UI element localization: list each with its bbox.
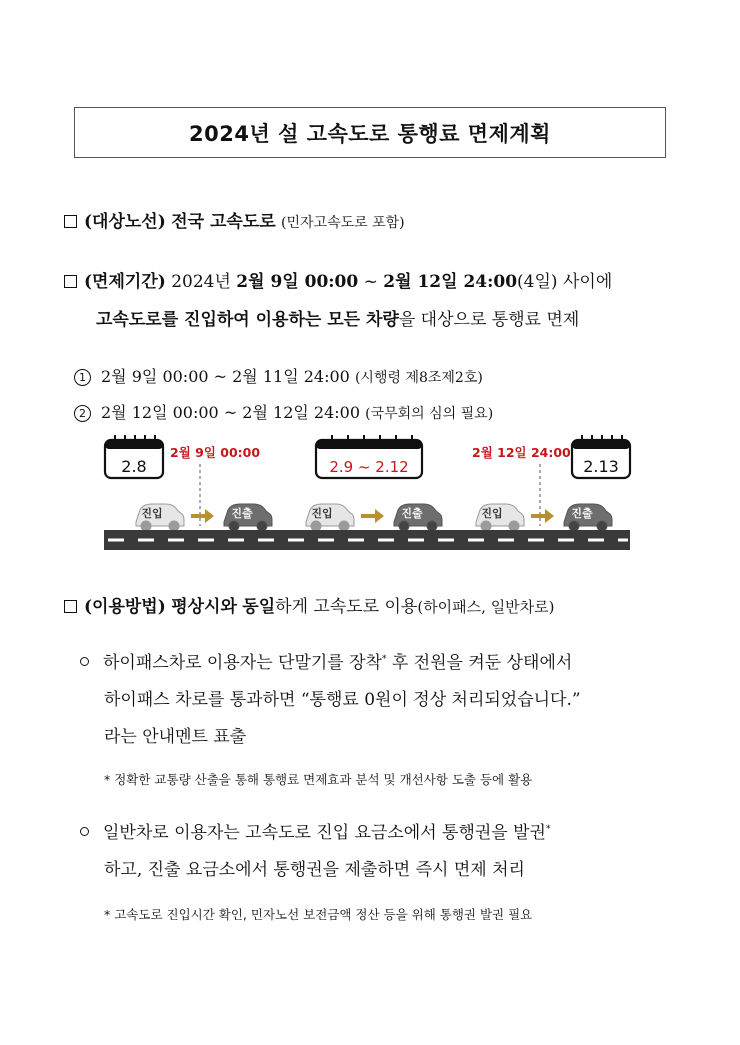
enter-label: 진입 [481, 507, 503, 520]
exit-label: 진출 [571, 507, 593, 520]
period-start: 2월 9일 00:00 [236, 272, 359, 292]
arrow-right-icon [361, 509, 384, 523]
target-text: 전국 고속도로 [171, 212, 276, 232]
item-note: (국무회의 심의 필요) [365, 406, 494, 422]
period-suffix: 사이에 [562, 272, 613, 292]
checkbox-square-icon [64, 215, 77, 228]
period-line2-bold: 고속도로를 진입하여 이용하는 모든 차량 [96, 310, 399, 330]
target-note: (민자고속도로 포함) [281, 215, 405, 231]
time-right-label: 2월 12일 24:00 [472, 445, 571, 460]
arrow-right-icon [191, 509, 214, 523]
exit-label: 진출 [231, 507, 253, 520]
period-end: 2월 12일 24:00 [383, 272, 518, 292]
bullet-circle-icon [80, 657, 89, 666]
period-year: 2024년 [171, 272, 231, 292]
item-text: 2월 12일 00:00 ~ 2월 12일 24:00 [101, 403, 361, 422]
period-line2-rest: 을 대상으로 통행료 면제 [398, 310, 580, 330]
target-section [64, 207, 405, 232]
list-item [74, 400, 493, 423]
circled-number: 1 [74, 369, 91, 386]
period-line2 [96, 305, 579, 330]
checkbox-square-icon [64, 275, 77, 288]
hipass-line2: 하이패스 차로를 통과하면 “통행료 0원이 정상 처리되었습니다.” [104, 690, 581, 710]
list-item [74, 364, 483, 387]
hipass-text-1: 하이패스차로 이용자는 단말기를 장착 [103, 653, 382, 673]
calendar-right-label: 2.13 [583, 457, 619, 476]
general-text-1: 일반차로 이용자는 고속도로 진입 요금소에서 통행권을 발권 [103, 823, 546, 843]
period-section [64, 267, 612, 292]
time-left-label: 2월 9일 00:00 [170, 445, 261, 460]
checkbox-square-icon [64, 600, 77, 613]
method-section [64, 592, 555, 617]
method-bold-a: 평상시와 [171, 597, 237, 617]
general-footnote: * 고속도로 진입시간 확인, 민자노선 보전금액 정산 등을 위해 통행권 발권 필요 [104, 907, 533, 922]
item-text: 2월 9일 00:00 ~ 2월 11일 24:00 [101, 367, 350, 386]
item-note: (시행령 제8조제2호) [354, 370, 483, 386]
arrow-right-icon [531, 509, 554, 523]
page-title: 2024년 설 고속도로 통행료 면제계획 [74, 107, 666, 158]
target-label: (대상노선) [84, 212, 166, 232]
period-sep: ~ [363, 272, 378, 292]
period-label: (면제기간) [84, 272, 166, 292]
footnote-marker: * [381, 654, 387, 665]
enter-label: 진입 [311, 507, 333, 520]
calendar-mid-label: 2.9 ~ 2.12 [329, 458, 409, 476]
calendar-left-label: 2.8 [121, 457, 147, 476]
method-text: 하게 고속도로 이용 [275, 597, 418, 617]
exit-label: 진출 [401, 507, 423, 520]
method-note: (하이패스, 일반차로) [417, 598, 555, 616]
hipass-line1 [80, 648, 572, 673]
hipass-footnote: * 정확한 교통량 산출을 통해 통행료 면제효과 분석 및 개선사항 도출 등에 활용 [104, 772, 533, 787]
schedule-diagram [100, 432, 640, 556]
general-line1 [80, 818, 550, 843]
period-days: (4일) [517, 272, 558, 292]
bullet-circle-icon [80, 827, 89, 836]
method-bold-b: 동일 [242, 597, 276, 617]
footnote-marker: * [545, 824, 551, 835]
general-line2: 하고, 진출 요금소에서 통행권을 제출하면 즉시 면제 처리 [104, 860, 525, 880]
road-graphic [104, 530, 630, 550]
method-label: (이용방법) [84, 597, 166, 617]
hipass-line3: 라는 안내멘트 표출 [104, 727, 247, 747]
enter-label: 진입 [141, 507, 163, 520]
hipass-text-1b: 후 전원을 켜둔 상태에서 [386, 653, 573, 673]
circled-number: 2 [74, 405, 91, 422]
